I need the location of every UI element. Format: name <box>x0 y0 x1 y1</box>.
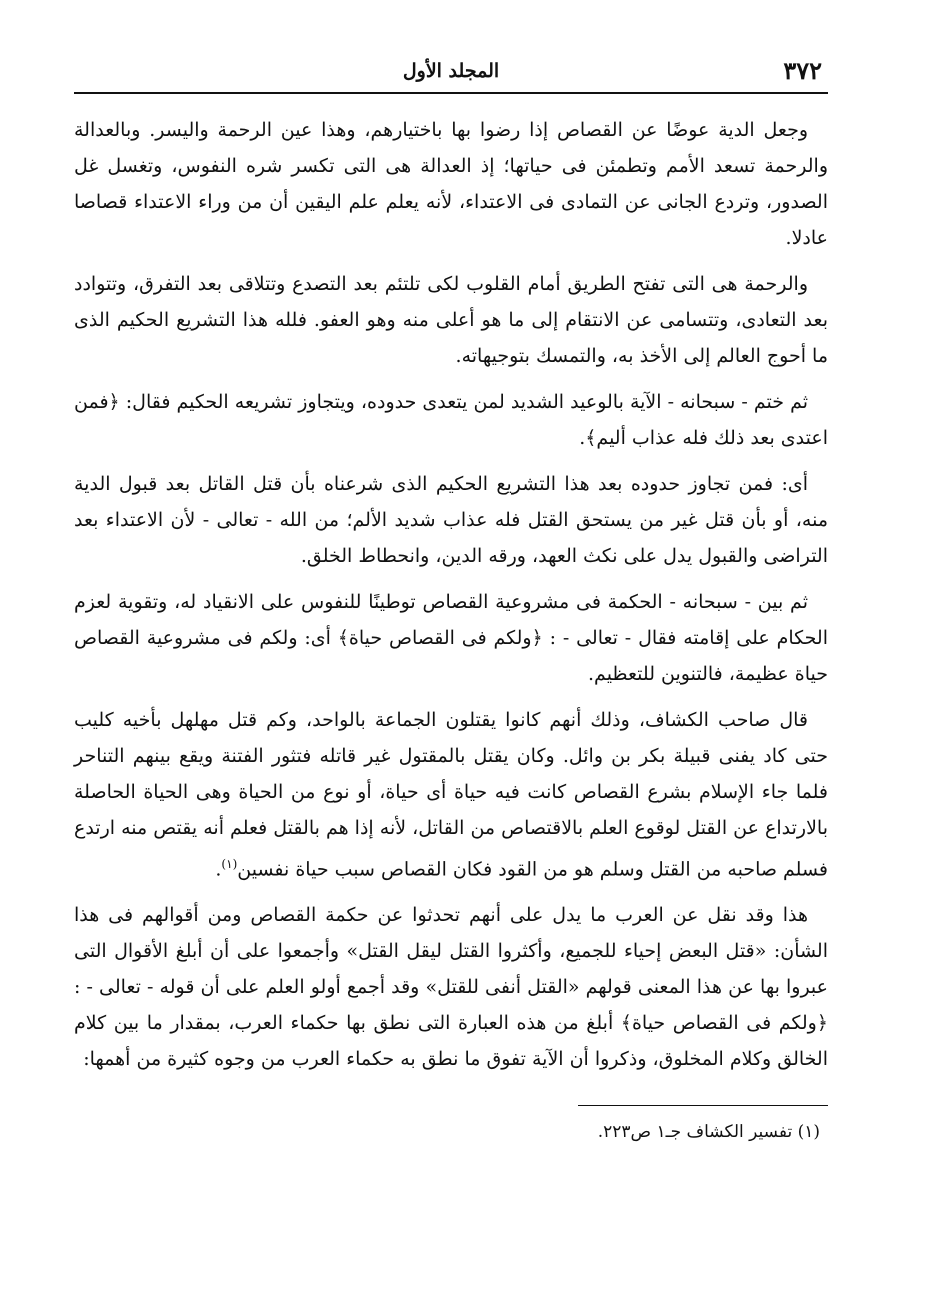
paragraph-text: قال صاحب الكشاف، وذلك أنهم كانوا يقتلون الجماعة بالواحد، وكم قتل مهلهل بأخيه كليب حتى كاد يفنى قبيلة بكر بن وائل. وكان يقتل بالمقتول غير قاتله فتثور الفتنة ويقع بينهم التناحر فلما جاء الإسلام بشرع القصاص كانت فيه حياة أى حياة، أو نوع من الحياة وهى الحياة الحاصلة بالارتداع عن القتل لوقوع العلم بالاقتصاص من القاتل، لأنه إذا هم بالقتل فعلم أنه يقتص منه ارتدع فسلم صاحبه من القتل وسلم هو من القود فكان القصاص سبب حياة نفسين <box>74 709 828 881</box>
paragraph: أى: فمن تجاوز حدوده بعد هذا التشريع الحكيم الذى شرعناه بأن قتل القاتل بعد قبول الدية منه، أو بأن قتل غير من يستحق القتل فله عذاب شديد الألم؛ من الله - تعالى - لأن الاعتداء بعد التراضى والقبول يدل على نكث العهد، ورقه الدين، وانحطاط الخلق. <box>74 473 828 567</box>
footnote: (١) تفسير الكشاف جـ١ ص٢٢٣. <box>597 1122 820 1143</box>
paragraph: هذا وقد نقل عن العرب ما يدل على أنهم تحدثوا عن حكمة القصاص ومن أقوالهم فى هذا الشأن: «قتل البعض إحياء للجميع، وأكثروا القتل ليقل القتل» وأجمعوا على أن أبلغ الأقوال التى عبروا بها عن هذا المعنى قولهم «القتل أنفى للقتل» وقد أجمع أولو العلم على أن قوله - تعالى - : ﴿ولكم فى القصاص حياة﴾ أبلغ من هذه العبارة التى نطق بها حكماء العرب، بمقدار ما بين كلام الخالق وكلام المخلوق، وذكروا أن الآية تفوق ما نطق به حكماء العرب من وجوه كثيرة من أهمها: <box>74 904 828 1071</box>
footnote-reference: (١) <box>221 857 238 871</box>
running-title: المجلد الأول <box>402 60 500 82</box>
page-body <box>74 112 828 1077</box>
book-page <box>74 50 828 1290</box>
paragraph <box>74 702 828 887</box>
paragraph: والرحمة هى التى تفتح الطريق أمام القلوب لكى تلتئم بعد التصدع وتتلاقى بعد التفرق، وتتوادد بعد التعادى، وتتسامى عن الانتقام إلى ما هو أعلى منه وهو العفو. فلله هذا التشريع الحكيم الذى ما أحوج العالم إلى الأخذ به، والتمسك بتوجيهاته. <box>74 273 828 367</box>
page-number: ٣٧٢ <box>783 56 822 85</box>
paragraph: ثم بين - سبحانه - الحكمة فى مشروعية القصاص توطينًا للنفوس على الانقياد له، وتقوية لعزم الحكام على إقامته فقال - تعالى - : ﴿ولكم فى القصاص حياة﴾ أى: ولكم فى مشروعية القصاص حياة عظيمة، فالتنوين للتعظيم. <box>74 591 828 685</box>
page-header <box>74 50 828 94</box>
footnote-divider <box>578 1105 828 1106</box>
paragraph: ثم ختم - سبحانه - الآية بالوعيد الشديد لمن يتعدى حدوده، ويتجاوز تشريعه الحكيم فقال: ﴿فمن اعتدى بعد ذلك فله عذاب أليم﴾. <box>74 391 828 449</box>
paragraph: وجعل الدية عوضًا عن القصاص إذا رضوا بها باختيارهم، وهذا عين الرحمة واليسر. وبالعدالة والرحمة تسعد الأمم وتطمئن فى حياتها؛ إذ العدالة هى التى تكسر شره النفوس، وتغسل غل الصدور، وتردع الجانى عن التمادى فى الاعتداء، لأنه يعلم علم اليقين أن من وراء الاعتداء قصاصا عادلا. <box>74 119 828 249</box>
paragraph-end: . <box>215 858 222 881</box>
